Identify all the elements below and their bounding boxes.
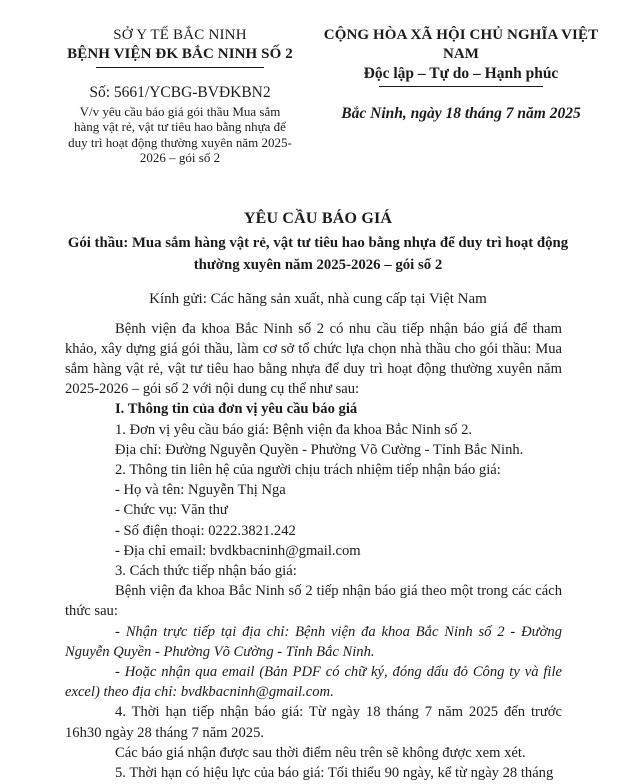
- contact-name: - Họ và tên: Nguyễn Thị Nga: [115, 482, 286, 499]
- national-motto: Độc lập – Tự do – Hạnh phúc: [363, 65, 559, 82]
- national-title: CỘNG HÒA XÃ HỘI CHỦ NGHĨA VIỆT NAM: [323, 27, 599, 62]
- contact-email: - Địa chỉ email: bvdkbacninh@gmail.com: [115, 542, 361, 559]
- package-title: Gói thầu: Mua sắm hàng vật rẻ, vật tư tiêu hao bằng nhựa để duy trì hoạt động thường xuyên năm 2025-2026 – gói số 2: [67, 234, 569, 273]
- item-1-requesting-unit: 1. Đơn vị yêu cầu báo giá: Bệnh viện đa khoa Bắc Ninh số 2.: [115, 421, 473, 438]
- doc-title: YÊU CẦU BÁO GIÁ: [243, 209, 393, 227]
- item-5-validity: 5. Thời hạn có hiệu lực của báo giá: Tối thiểu 90 ngày, kể từ ngày 28 tháng: [115, 765, 554, 782]
- doc-subject: V/v yêu cầu báo giá gói thầu Mua sắm hàng vật rẻ, vật tư tiêu hao bằng nhựa để duy trì hoạt động thường xuyên năm 2025-2026 – gói số 2: [68, 104, 292, 166]
- address-line: Địa chỉ: Đường Nguyễn Quyền - Phường Võ Cường - Tỉnh Bắc Ninh.: [115, 441, 524, 458]
- item-2-contact-info: 2. Thông tin liên hệ của người chịu trách nhiệm tiếp nhận báo giá:: [115, 462, 501, 479]
- dept-name: SỞ Y TẾ BẮC NINH: [113, 27, 247, 43]
- section-heading-1: I. Thông tin của đơn vị yêu cầu báo giá: [115, 401, 358, 418]
- document-body: [65, 319, 562, 784]
- method-intro: Bệnh viện đa khoa Bắc Ninh số 2 tiếp nhận báo giá theo một trong các cách thức sau:: [65, 583, 562, 620]
- item-4-deadline: 4. Thời hạn tiếp nhận báo giá: Từ ngày 18 tháng 7 năm 2025 đến trước 16h30 ngày 28 tháng 7 năm 2025.: [65, 704, 562, 741]
- contact-position: - Chức vụ: Văn thư: [115, 502, 228, 519]
- method-email: - Hoặc nhận qua email (Bản PDF có chữ ký, đóng dấu đỏ Công ty và file excel) theo địa chỉ: bvdkbacninh@gmail.com.: [65, 664, 562, 701]
- document-header: [0, 26, 636, 166]
- intro-paragraph: Bệnh viện đa khoa Bắc Ninh số 2 có nhu cầu tiếp nhận báo giá để tham khảo, xây dựng giá gói thầu, làm cơ sở tổ chức lựa chọn nhà thầu cho gói thầu: Mua sắm hàng vật rẻ, vật tư tiêu hao bằng nhựa để duy trì hoạt động thường xuyên năm 2025-2026 – gói số 2 với nội dung cụ thể như sau:: [65, 320, 562, 398]
- salutation: Kính gửi: Các hãng sản xuất, nhà cung cấp tại Việt Nam: [149, 290, 487, 307]
- org-underline: [96, 67, 264, 68]
- issuing-org-block: [55, 26, 305, 166]
- motto-underline: [379, 86, 543, 87]
- title-block: [0, 208, 636, 309]
- national-header-block: [305, 26, 617, 166]
- method-direct: - Nhận trực tiếp tại địa chỉ: Bệnh viện đa khoa Bắc Ninh số 2 - Đường Nguyễn Quyền - Phường Võ Cường - Tỉnh Bắc Ninh.: [65, 623, 562, 660]
- doc-number: Số: 5661/YCBG-BVĐKBN2: [89, 84, 271, 101]
- place-date-line: Bắc Ninh, ngày 18 tháng 7 năm 2025: [341, 105, 581, 122]
- late-quote-note: Các báo giá nhận được sau thời điểm nêu trên sẽ không được xem xét.: [115, 744, 526, 761]
- contact-phone: - Số điện thoại: 0222.3821.242: [115, 522, 296, 539]
- org-name: BỆNH VIỆN ĐK BẮC NINH SỐ 2: [67, 46, 293, 62]
- item-3-method-heading: 3. Cách thức tiếp nhận báo giá:: [115, 563, 297, 580]
